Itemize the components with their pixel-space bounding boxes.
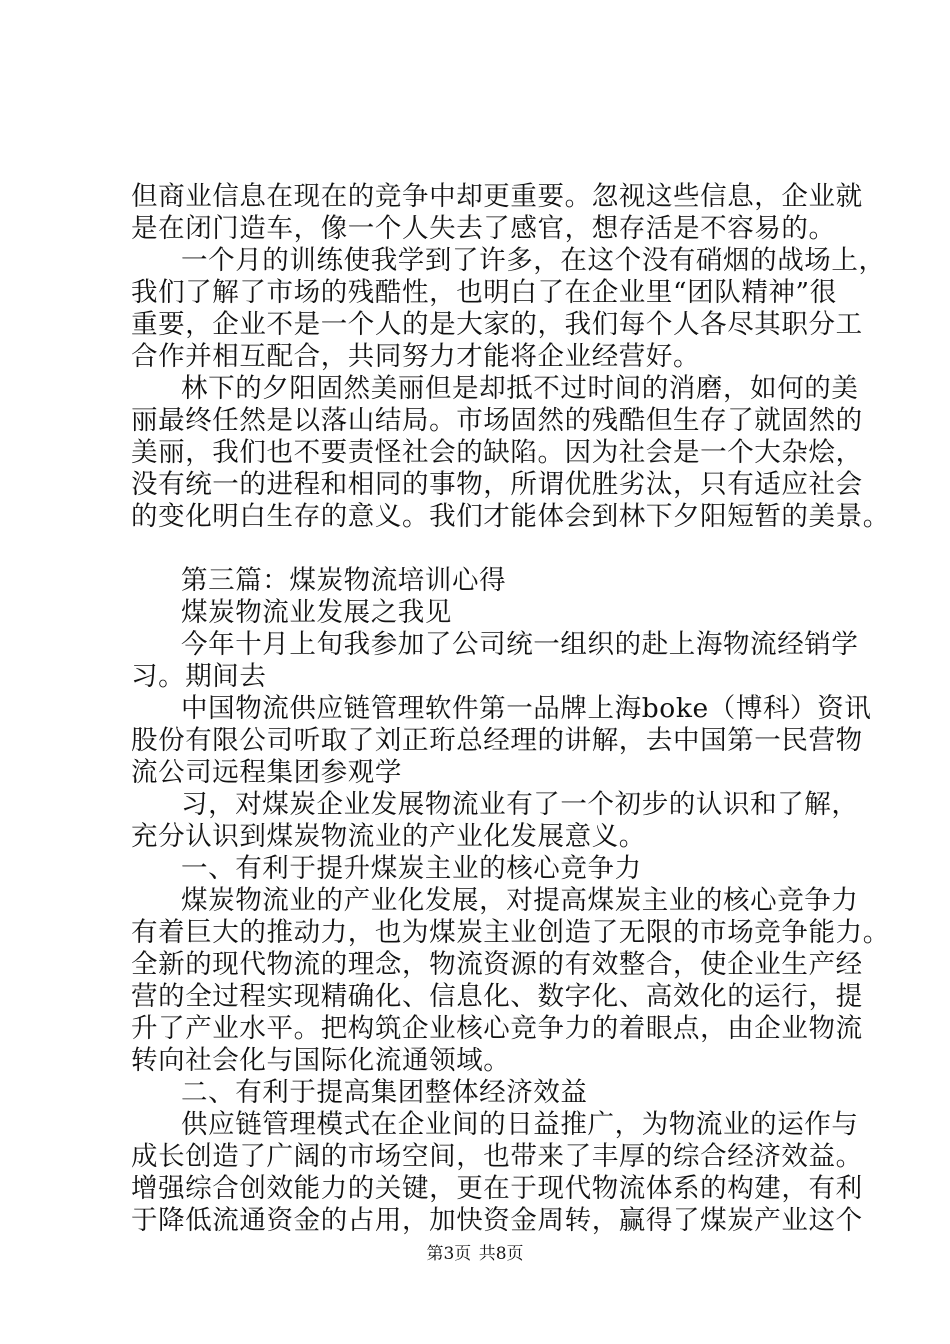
text-line: 丽最终任然是以落山结局。市场固然的残酷但生存了就固然的 [131,405,863,436]
page-total: 共8页 [478,1244,524,1264]
text-line: 全新的现代物流的理念，物流资源的有效整合，使企业生产经 [131,949,863,980]
text-line: 今年十月上旬我参加了公司统一组织的赴上海物流经销学 [181,629,859,660]
text-line: 供应链管理模式在企业间的日益推广，为物流业的运作与 [181,1109,859,1140]
text-line: 林下的夕阳固然美丽但是却抵不过时间的消磨，如何的美 [181,373,859,404]
page-number: 第3页 [426,1244,472,1264]
text-line: 一个月的训练使我学到了许多，在这个没有硝烟的战场上， [181,245,886,276]
text-line: 我们了解了市场的残酷性，也明白了在企业里“团队精神”很 [131,277,837,308]
text-line: 合作并相互配合，共同努力才能将企业经营好。 [131,341,701,372]
text-line: 是在闭门造车，像一个人失去了感官，想存活是不容易的。 [131,213,836,244]
text-line: 美丽，我们也不要责怪社会的缺陷。因为社会是一个大杂烩， [131,437,863,468]
text-line: 但商业信息在现在的竞争中却更重要。忽视这些信息，企业就 [131,181,863,212]
text-line: 成长创造了广阔的市场空间，也带来了丰厚的综合经济效益。 [131,1141,863,1172]
text-line: 的变化明白生存的意义。我们才能体会到林下夕阳短暂的美景。 [131,501,890,532]
section-title: 第三篇：煤炭物流培训心得 [181,565,507,596]
text-line: 增强综合创效能力的关键，更在于现代物流体系的构建，有利 [131,1173,863,1204]
text-line: 习，对煤炭企业发展物流业有了一个初步的认识和了解， [181,789,859,820]
text-line: 有着巨大的推动力，也为煤炭主业创造了无限的市场竞争能力。 [131,917,890,948]
text-line: 习。期间去 [131,661,267,692]
text-line: 充分认识到煤炭物流业的产业化发展意义。 [131,821,646,852]
heading-two: 二、有利于提高集团整体经济效益 [181,1077,588,1108]
text-line: 股份有限公司听取了刘正珩总经理的讲解，去中国第一民营物 [131,725,863,756]
text-line: 升了产业水平。把构筑企业核心竞争力的着眼点，由企业物流 [131,1013,863,1044]
text-line: 没有统一的进程和相同的事物，所谓优胜劣汰，只有适应社会 [131,469,863,500]
text-line: 转向社会化与国际化流通领域。 [131,1045,511,1076]
heading-one: 一、有利于提升煤炭主业的核心竞争力 [181,853,642,884]
text-line: 煤炭物流业的产业化发展，对提高煤炭主业的核心竞争力 [181,885,859,916]
page-footer [0,1244,950,1264]
text-line: 于降低流通资金的占用，加快资金周转，赢得了煤炭产业这个 [131,1205,863,1236]
text-line: 重要，企业不是一个人的是大家的，我们每个人各尽其职分工 [131,309,863,340]
text-line: 流公司远程集团参观学 [131,757,402,788]
text-line: 营的全过程实现精确化、信息化、数字化、高效化的运行，提 [131,981,863,1012]
subtitle: 煤炭物流业发展之我见 [181,597,452,628]
text-line: 中国物流供应链管理软件第一品牌上海boke（博科）资讯 [181,693,872,724]
